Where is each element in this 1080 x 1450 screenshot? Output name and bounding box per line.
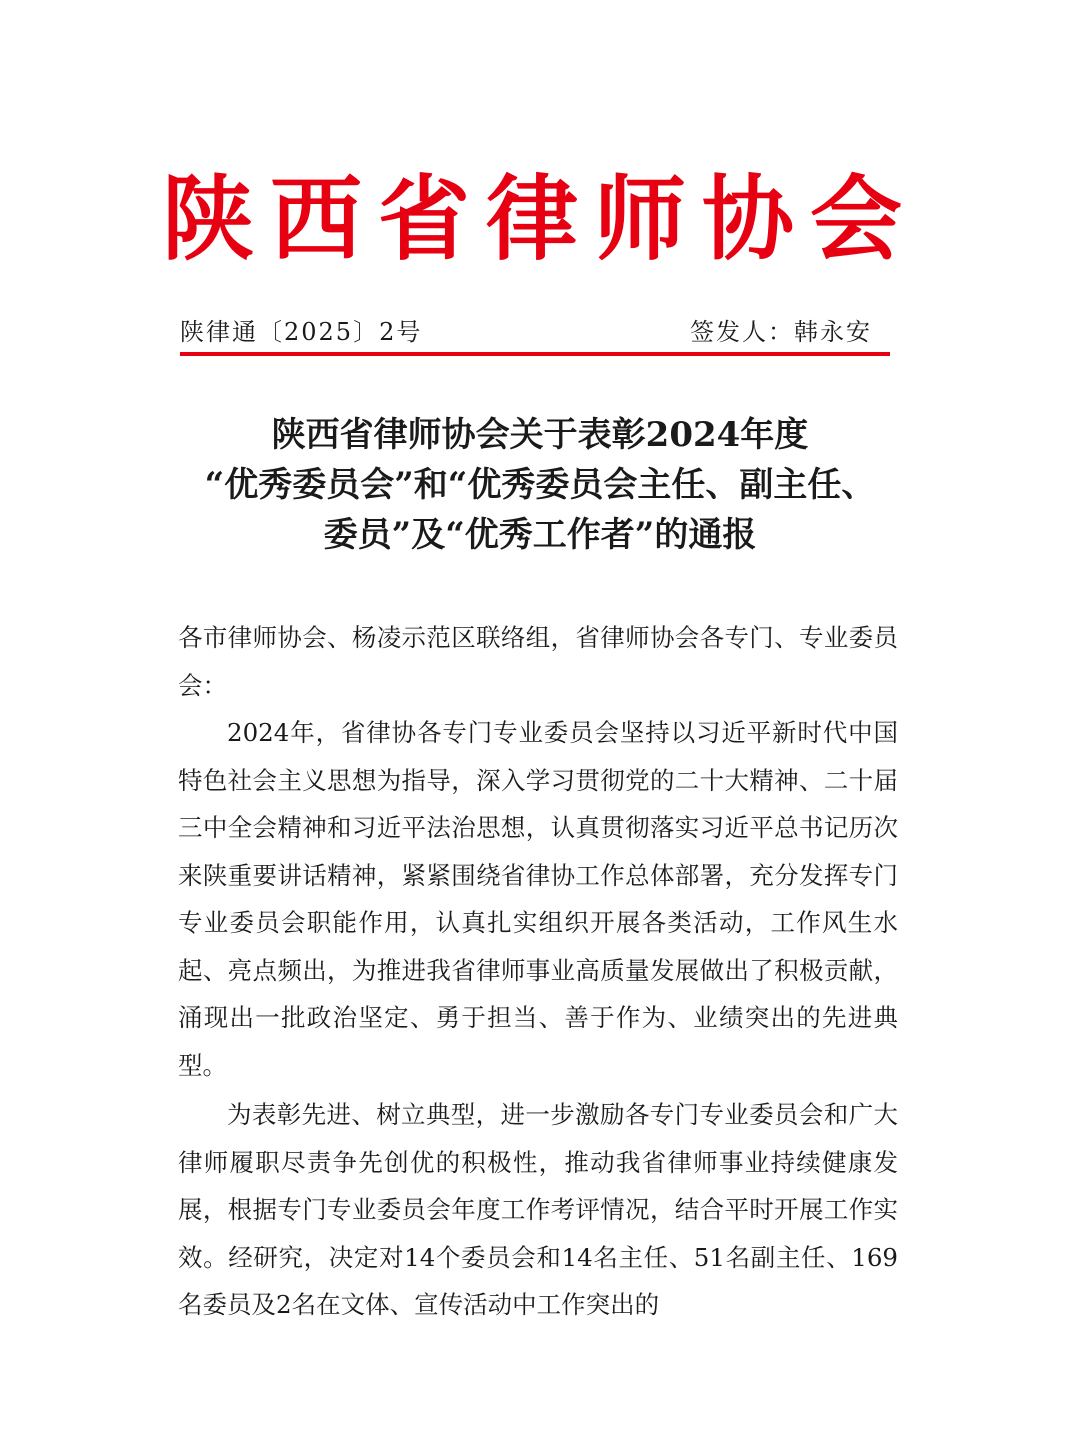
red-separator-line (180, 352, 890, 356)
organization-header: 陕西省律师协会 (161, 166, 918, 273)
title-line: 委员”及“优秀工作者”的通报 (323, 515, 757, 555)
document-number: 陕律通〔2025〕2号 (180, 318, 423, 346)
title-line: 陕西省律师协会关于表彰2024年度 (271, 415, 809, 455)
document-meta (180, 312, 890, 348)
body-paragraph: 为表彰先进、树立典型，进一步激励各专门专业委员会和广大律师履职尽责争先创优的积极性，推动我省律师事业持续健康发展，根据专门专业委员会年度工作考评情况，结合平时开展工作实效。经研究，决定对14个委员会和14名主任、51名副主任、169名委员及2名在文体、宣传活动中工作突出的 (178, 1100, 898, 1319)
body-paragraph: 2024年，省律协各专门专业委员会坚持以习近平新时代中国特色社会主义思想为指导，深入学习贯彻党的二十大精神、二十届三中全会精神和习近平法治思想，认真贯彻落实习近平总书记历次来陕重要讲话精神，紧紧围绕省律协工作总体部署，充分发挥专门专业委员会职能作用，认真扎实组织开展各类活动，工作风生水起、亮点频出，为推进我省律师事业高质量发展做出了积极贡献，涌现出一批政治坚定、勇于担当、善于作为、业绩突出的先进典型。 (178, 718, 898, 1080)
salutation: 各市律师协会、杨凌示范区联络组，省律师协会各专门、专业委员会： (178, 623, 898, 700)
document-body (178, 614, 898, 1329)
document-title (120, 410, 960, 560)
title-line: “优秀委员会”和“优秀委员会主任、副主任、 (204, 465, 876, 505)
issuer: 签发人：韩永安 (690, 318, 872, 346)
